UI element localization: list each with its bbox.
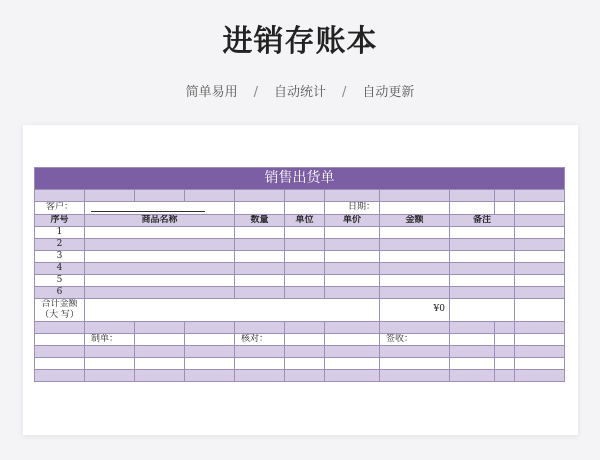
unit-cell[interactable] [285,226,325,238]
cell[interactable] [185,190,235,202]
remark-cell[interactable] [450,286,515,298]
table-row [35,238,565,250]
cell[interactable] [35,369,85,381]
cell[interactable] [515,333,565,345]
cell[interactable] [235,190,285,202]
cell[interactable] [285,202,325,215]
product-cell[interactable] [85,250,235,262]
cell[interactable] [495,345,515,357]
amount-cell[interactable] [380,250,450,262]
cell[interactable] [235,357,285,369]
cell[interactable] [450,298,515,321]
row-number: 5 [35,274,85,286]
cell[interactable] [515,262,565,274]
date-label: 日期： [325,202,380,215]
table-row [35,250,565,262]
checker-field[interactable] [285,333,325,345]
cell[interactable] [135,190,185,202]
cell[interactable] [285,369,325,381]
cell[interactable] [85,369,135,381]
cell[interactable] [515,214,565,226]
col-header-price: 单价 [325,214,380,226]
total-label-line1: 合计金额 [41,298,78,309]
price-cell[interactable] [325,238,380,250]
table-row [35,226,565,238]
cell[interactable] [515,286,565,298]
sheet-card [23,125,578,435]
cell[interactable] [495,369,515,381]
cell[interactable] [35,333,85,345]
cell[interactable] [325,333,380,345]
total-label-line2: （大 写） [40,309,79,320]
cell[interactable] [325,345,380,357]
cell[interactable] [185,369,235,381]
customer-label: 客户： [35,202,85,215]
table-row [35,286,565,298]
cell[interactable] [35,345,85,357]
product-cell[interactable] [85,238,235,250]
cell[interactable] [35,357,85,369]
date-field[interactable] [380,202,450,215]
cell[interactable] [515,357,565,369]
cell[interactable] [515,274,565,286]
cell[interactable] [35,321,85,333]
cell[interactable] [515,226,565,238]
cell[interactable] [85,357,135,369]
cell[interactable] [515,190,565,202]
cell[interactable] [450,369,495,381]
cell[interactable] [235,369,285,381]
cell[interactable] [450,357,495,369]
separator: / [253,85,258,100]
remark-cell[interactable] [450,226,515,238]
table-row [35,262,565,274]
cell[interactable] [380,190,450,202]
cell[interactable] [235,321,285,333]
price-cell[interactable] [325,250,380,262]
cell[interactable] [495,202,515,215]
cell[interactable] [35,190,85,202]
product-cell[interactable] [85,286,235,298]
unit-cell[interactable] [285,250,325,262]
unit-cell[interactable] [285,286,325,298]
cell[interactable] [515,321,565,333]
qty-cell[interactable] [235,262,285,274]
row-number: 6 [35,286,85,298]
qty-cell[interactable] [235,250,285,262]
cell[interactable] [515,369,565,381]
unit-cell[interactable] [285,274,325,286]
cell[interactable] [325,369,380,381]
feature-list [0,84,600,102]
cell[interactable] [515,238,565,250]
total-value: ¥0 [380,298,450,321]
sheet-title: 销售出货单 [35,168,565,190]
receiver-field[interactable] [450,333,495,345]
cell[interactable] [135,345,185,357]
price-cell[interactable] [325,226,380,238]
cell[interactable] [235,202,285,215]
table-row [35,274,565,286]
amount-cell[interactable] [380,262,450,274]
total-label [35,298,85,321]
price-cell[interactable] [325,262,380,274]
feature-auto-stats: 自动统计 [273,85,326,100]
product-cell[interactable] [85,262,235,274]
cell[interactable] [185,357,235,369]
cell[interactable] [450,202,495,215]
cell[interactable] [325,321,380,333]
price-cell[interactable] [325,286,380,298]
amount-cell[interactable] [380,226,450,238]
cell[interactable] [285,190,325,202]
row-number: 4 [35,262,85,274]
cell[interactable] [515,345,565,357]
cell[interactable] [135,369,185,381]
cell[interactable] [285,321,325,333]
price-cell[interactable] [325,274,380,286]
cell[interactable] [85,321,135,333]
cell[interactable] [325,190,380,202]
feature-easy: 简单易用 [185,85,238,100]
remark-cell[interactable] [450,250,515,262]
cell[interactable] [380,357,450,369]
col-header-no: 序号 [35,214,85,226]
unit-cell[interactable] [285,238,325,250]
remark-cell[interactable] [450,238,515,250]
feature-auto-update: 自动更新 [362,85,415,100]
amount-cell[interactable] [380,274,450,286]
product-cell[interactable] [85,226,235,238]
row-number: 3 [35,250,85,262]
row-number: 1 [35,226,85,238]
cell[interactable] [185,321,235,333]
qty-cell[interactable] [235,226,285,238]
cell[interactable] [185,333,235,345]
qty-cell[interactable] [235,286,285,298]
col-header-qty: 数量 [235,214,285,226]
cell[interactable] [85,345,135,357]
cell[interactable] [495,357,515,369]
cell[interactable] [495,321,515,333]
cell[interactable] [515,250,565,262]
row-number: 2 [35,238,85,250]
remark-cell[interactable] [450,274,515,286]
qty-cell[interactable] [235,238,285,250]
amount-cell[interactable] [380,286,450,298]
total-uppercase-field[interactable] [85,298,380,321]
page-title: 进销存账本 [222,24,378,59]
cell[interactable] [380,369,450,381]
cell[interactable] [515,202,565,215]
maker-field[interactable] [135,333,185,345]
col-header-unit: 单位 [285,214,325,226]
customer-field[interactable] [85,202,235,215]
separator: / [342,85,347,100]
receiver-label: 签收： [380,333,450,345]
col-header-remark: 备注 [450,214,515,226]
cell[interactable] [450,345,495,357]
remark-cell[interactable] [450,262,515,274]
cell[interactable] [325,357,380,369]
customer-underline [91,202,205,212]
cell[interactable] [135,321,185,333]
cell[interactable] [380,321,450,333]
cell[interactable] [285,357,325,369]
cell[interactable] [495,190,515,202]
amount-cell[interactable] [380,238,450,250]
product-cell[interactable] [85,274,235,286]
sales-delivery-sheet [34,167,565,382]
maker-label: 制单： [85,333,135,345]
col-header-product: 商品名称 [85,214,235,226]
cell[interactable] [85,190,135,202]
unit-cell[interactable] [285,262,325,274]
col-header-amount: 金额 [380,214,450,226]
cell[interactable] [135,357,185,369]
cell[interactable] [285,345,325,357]
qty-cell[interactable] [235,274,285,286]
cell[interactable] [450,321,495,333]
cell[interactable] [380,345,450,357]
cell[interactable] [185,345,235,357]
cell[interactable] [235,345,285,357]
cell[interactable] [515,298,565,321]
checker-label: 核对： [235,333,285,345]
cell[interactable] [450,190,495,202]
cell[interactable] [495,333,515,345]
